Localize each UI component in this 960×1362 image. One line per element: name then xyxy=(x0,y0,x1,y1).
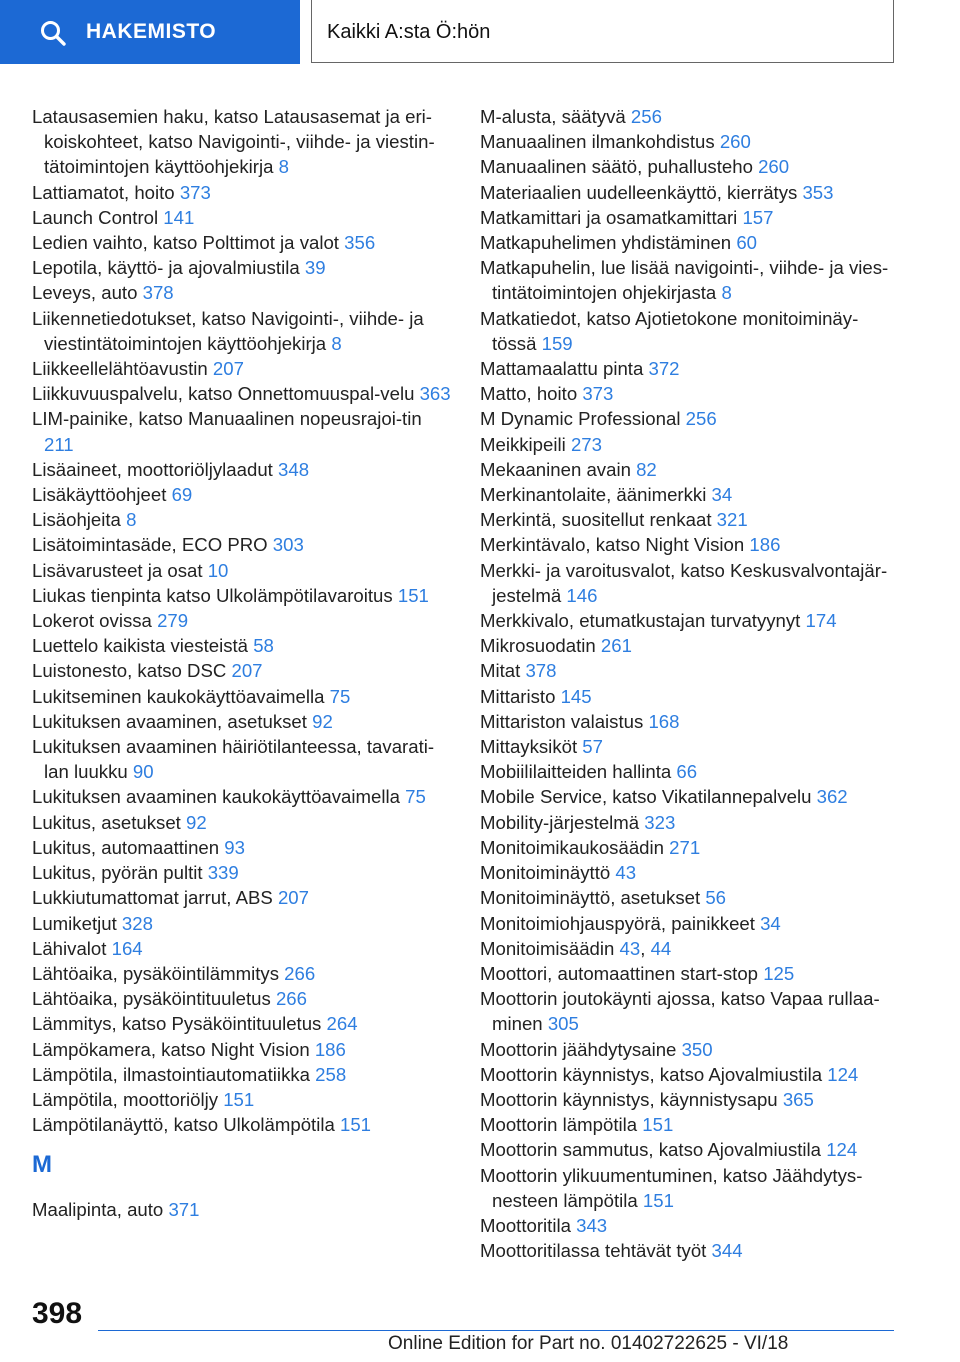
page-link[interactable]: 151 xyxy=(397,584,429,606)
index-entry xyxy=(32,1197,452,1222)
page-link[interactable]: 264 xyxy=(326,1013,358,1035)
index-entry xyxy=(480,104,900,129)
index-entry xyxy=(32,482,452,507)
page-link[interactable]: 378 xyxy=(142,282,174,304)
index-entry-text: Lisäaineet, moottoriöljylaadut xyxy=(32,458,273,480)
index-entry-text: Lähtöaika, pysäköintilämmitys xyxy=(32,962,279,984)
index-entry xyxy=(480,860,900,885)
index-entry-text: Mitat xyxy=(480,660,521,682)
index-list-left xyxy=(32,104,452,1137)
page-link[interactable]: 378 xyxy=(525,660,557,682)
page-link[interactable]: 303 xyxy=(272,534,304,556)
index-entry-text: Mittaristo xyxy=(480,685,556,707)
page-link[interactable]: 211 xyxy=(44,433,74,455)
index-entry xyxy=(480,255,900,305)
index-entry xyxy=(32,885,452,910)
index-column-left xyxy=(32,104,452,1223)
index-entry-text: Moottorin ylikuumentuminen, katso Jäähdytys‐nesteen lämpötila xyxy=(480,1164,863,1211)
index-entry xyxy=(480,356,900,381)
index-entry-text: M-alusta, säätyvä xyxy=(480,106,626,127)
search-icon xyxy=(40,20,66,46)
index-entry xyxy=(480,734,900,759)
index-entry xyxy=(480,558,900,608)
index-entry xyxy=(480,633,900,658)
index-entry-text: Lukituksen avaaminen, asetukset xyxy=(32,710,307,732)
page-link[interactable]: 124 xyxy=(827,1063,859,1085)
index-entry-text: Moottorin joutokäynti ajossa, katso Vapaa rullaa‐minen xyxy=(480,988,880,1035)
index-entry-text: Lisäkäyttöohjeet xyxy=(32,484,167,506)
index-entry-text: Ledien vaihto, katso Polttimot ja valot xyxy=(32,232,339,254)
index-entry xyxy=(32,255,452,280)
page-link[interactable]: 363 xyxy=(419,383,451,405)
page-link[interactable]: 43 xyxy=(615,862,637,884)
index-entry xyxy=(480,1062,900,1087)
index-entry xyxy=(32,684,452,709)
page-link[interactable]: 164 xyxy=(111,937,143,959)
page-link[interactable]: 186 xyxy=(314,1038,346,1060)
index-entry xyxy=(480,507,900,532)
index-entry xyxy=(32,911,452,936)
search-button-label: HAKEMISTO xyxy=(86,20,217,43)
index-entry-text: Liikkuvuuspalvelu, katso Onnettomuuspal‐velu xyxy=(32,383,415,405)
index-entry-text: Manuaalinen säätö, puhallusteho xyxy=(480,156,753,178)
page-link[interactable]: 186 xyxy=(749,534,781,556)
index-entry xyxy=(480,381,900,406)
index-entry-text: Launch Control xyxy=(32,206,159,228)
index-entry-text: LIM-painike, katso Manuaalinen nopeusrajoi‐tin xyxy=(32,408,422,430)
page-link[interactable]: 373 xyxy=(582,383,614,405)
index-entry-text: Moottorin käynnistys, käynnistysapu xyxy=(480,1088,778,1110)
index-entry xyxy=(480,1238,900,1263)
page-link[interactable]: 321 xyxy=(716,509,748,531)
page-link[interactable]: 82 xyxy=(636,458,657,480)
index-entry-text: Luettelo kaikista viesteistä xyxy=(32,635,249,657)
index-entry-text: Lämpökamera, katso Night Vision xyxy=(32,1038,310,1060)
index-entry xyxy=(32,457,452,482)
index-entry xyxy=(480,986,900,1036)
index-entry xyxy=(32,230,452,255)
page-link[interactable]: 8 xyxy=(721,282,732,304)
index-entry xyxy=(480,1137,900,1162)
index-entry xyxy=(32,205,452,230)
index-entry xyxy=(32,734,452,784)
index-entry xyxy=(480,759,900,784)
index-entry xyxy=(32,961,452,986)
index-entry-text: Lokerot ovissa xyxy=(32,610,152,632)
index-entry xyxy=(32,835,452,860)
page-link[interactable]: 371 xyxy=(168,1199,200,1221)
index-entry-text: Meikkipeili xyxy=(480,433,566,455)
index-entry-text: Mittayksiköt xyxy=(480,736,578,758)
index-entry-text: Lukitseminen kaukokäyttöavaimella xyxy=(32,685,325,707)
index-entry-text: Merkki- ja varoitusvalot, katso Keskusvalvontajär‐jestelmä xyxy=(480,559,888,606)
index-entry-text: Lukitus, asetukset xyxy=(32,811,181,833)
page-link[interactable]: 273 xyxy=(570,433,602,455)
index-entry-text: Lämpötila, ilmastointiautomatiikka xyxy=(32,1063,310,1085)
index-entry xyxy=(480,961,900,986)
page-link[interactable]: 261 xyxy=(600,635,632,657)
page-link[interactable]: 75 xyxy=(329,685,351,707)
index-entry xyxy=(32,356,452,381)
index-entry-text: Merkkivalo, etumatkustajan turvatyynyt xyxy=(480,610,801,632)
page-number: 398 xyxy=(32,1297,83,1330)
page-link[interactable]: 344 xyxy=(711,1240,743,1262)
index-entry xyxy=(480,911,900,936)
index-entry-text: Matto, hoito xyxy=(480,383,578,405)
index-entry xyxy=(32,936,452,961)
page-link[interactable]: 343 xyxy=(576,1214,608,1236)
index-entry xyxy=(480,129,900,154)
index-entry-text: Liikennetiedotukset, katso Navigointi-, viihde- ja viestintätoimintojen käyttöohjekirja xyxy=(32,307,424,354)
page-link[interactable]: 34 xyxy=(760,912,781,934)
index-entry-text: Lukituksen avaaminen kaukokäyttöavaimella xyxy=(32,786,400,808)
index-entry xyxy=(32,709,452,734)
index-entry-text: Latausasemien haku, katso Latausasemat ja eri‐koiskohteet, katso Navigointi-, viihde- ja viestin‐tätoimintojen käyttöohjekirja xyxy=(32,106,435,178)
index-entry-text: Monitoimisäädin xyxy=(480,937,615,959)
page-link[interactable]: 266 xyxy=(284,962,316,984)
index-entry-text: Maalipinta, auto xyxy=(32,1199,164,1221)
index-entry xyxy=(32,280,452,305)
page-link[interactable]: 124 xyxy=(826,1139,858,1161)
page-link[interactable]: 348 xyxy=(278,458,310,480)
index-entry-text: Lukitus, automaattinen xyxy=(32,836,220,858)
footer-divider xyxy=(98,1330,894,1331)
index-entry-text: Matkapuhelin, lue lisää navigointi-, viihde- ja vies‐tintätoimintojen ohjekirjasta xyxy=(480,257,889,304)
index-entry-text: Liikkeellelähtöavustin xyxy=(32,358,208,380)
index-entry xyxy=(32,381,452,406)
index-entry xyxy=(32,860,452,885)
index-entry-text: Lukitus, pyörän pultit xyxy=(32,862,203,884)
index-entry xyxy=(480,1213,900,1238)
page-link[interactable]: 8 xyxy=(331,332,342,354)
index-entry xyxy=(480,835,900,860)
page-link[interactable]: 8 xyxy=(126,509,137,531)
index-entry-text: Mikrosuodatin xyxy=(480,635,596,657)
index-entry-text: Lämpötilanäyttö, katso Ulkolämpötila xyxy=(32,1114,335,1136)
page-link[interactable]: 372 xyxy=(648,358,680,380)
index-entry xyxy=(480,457,900,482)
index-entry xyxy=(32,1037,452,1062)
page-link[interactable]: 256 xyxy=(685,408,717,430)
index-entry xyxy=(32,104,452,180)
page-link[interactable]: 44 xyxy=(650,937,672,959)
page-link[interactable]: 69 xyxy=(171,484,193,506)
index-entry-text: Mobility-järjestelmä xyxy=(480,811,640,833)
index-entry xyxy=(32,658,452,683)
page-link[interactable]: 362 xyxy=(816,786,848,808)
page-link[interactable]: 350 xyxy=(681,1038,713,1060)
page-link[interactable]: 125 xyxy=(763,962,795,984)
index-entry-text: Lukkiutumattomat jarrut, ABS xyxy=(32,887,273,909)
index-entry-text: Lepotila, käyttö- ja ajovalmiustila xyxy=(32,257,300,279)
index-entry-text: Merkinantolaite, äänimerkki xyxy=(480,484,707,506)
index-entry-text: Lukituksen avaaminen häiriötilanteessa, tavarati‐lan luukku xyxy=(32,736,435,783)
index-entry-text: Lisätoimintasäde, ECO PRO xyxy=(32,534,268,556)
index-entry-text: Liukas tienpinta katso Ulkolämpötilavaroitus xyxy=(32,584,393,606)
index-list-left-m xyxy=(32,1197,452,1222)
index-entry-text: Monitoiminäyttö xyxy=(480,862,611,884)
index-entry-text: Moottorin sammutus, katso Ajovalmiustila xyxy=(480,1139,822,1161)
index-list-right xyxy=(480,104,900,1263)
index-entry-text: Monitoimiohjauspyörä, painikkeet xyxy=(480,912,755,934)
index-entry xyxy=(32,1112,452,1137)
index-entry xyxy=(480,608,900,633)
index-entry-text: Mobile Service, katso Vikatilannepalvelu xyxy=(480,786,812,808)
page-link[interactable]: 141 xyxy=(163,206,195,228)
index-entry-text: Moottori, automaattinen start-stop xyxy=(480,962,759,984)
index-entry-text: Lämpötila, moottoriöljy xyxy=(32,1088,219,1110)
index-entry xyxy=(480,1037,900,1062)
index-entry xyxy=(480,406,900,431)
index-entry xyxy=(32,507,452,532)
page-link[interactable]: 157 xyxy=(742,206,774,228)
index-entry-text: Merkintävalo, katso Night Vision xyxy=(480,534,745,556)
page-link[interactable]: 43 xyxy=(619,937,641,959)
index-entry xyxy=(480,154,900,179)
index-entry xyxy=(32,784,452,809)
index-entry-text: Monitoiminäyttö, asetukset xyxy=(480,887,701,909)
index-entry xyxy=(32,558,452,583)
page-link[interactable]: 60 xyxy=(736,232,758,254)
page-link[interactable]: 256 xyxy=(630,106,662,127)
index-entry-text: Lattiamatot, hoito xyxy=(32,181,175,203)
index-entry-text: Lumiketjut xyxy=(32,912,117,934)
page-link[interactable]: 207 xyxy=(212,358,244,380)
index-entry xyxy=(480,810,900,835)
index-entry xyxy=(480,684,900,709)
page-link[interactable]: 168 xyxy=(648,710,680,732)
page-link[interactable]: 279 xyxy=(157,610,189,632)
page-link[interactable]: 151 xyxy=(642,1189,674,1211)
page-link[interactable]: 260 xyxy=(758,156,790,178)
index-entry xyxy=(480,885,900,910)
page-link[interactable]: 323 xyxy=(644,811,676,833)
page-link[interactable]: 92 xyxy=(312,710,333,732)
index-entry xyxy=(32,633,452,658)
index-entry-text: Moottoritila xyxy=(480,1214,571,1236)
page-link[interactable]: 356 xyxy=(344,232,376,254)
section-letter: M xyxy=(32,1151,52,1179)
index-entry xyxy=(480,230,900,255)
page-link[interactable]: 328 xyxy=(121,912,153,934)
index-entry xyxy=(32,306,452,356)
index-entry xyxy=(480,482,900,507)
page-link[interactable]: 174 xyxy=(805,610,837,632)
breadcrumb-label: Kaikki A:sta Ö:hön xyxy=(327,21,491,43)
index-entry xyxy=(480,1087,900,1112)
index-entry xyxy=(480,658,900,683)
index-entry-text: Lähivalot xyxy=(32,937,107,959)
page-link[interactable]: 58 xyxy=(253,635,274,657)
index-entry xyxy=(32,180,452,205)
index-entry-text: Moottoritilassa tehtävät työt xyxy=(480,1240,707,1262)
page-link[interactable]: 146 xyxy=(566,584,598,606)
search-button[interactable] xyxy=(0,0,300,64)
index-entry-text: Materiaalien uudelleenkäyttö, kierrätys xyxy=(480,181,798,203)
index-entry-text: Matkamittari ja osamatkamittari xyxy=(480,206,738,228)
page-link[interactable]: 266 xyxy=(275,988,307,1010)
index-entry xyxy=(32,1087,452,1112)
page-link[interactable]: 151 xyxy=(340,1114,372,1136)
index-entry xyxy=(32,406,452,456)
index-entry-text: Mobiililaitteiden hallinta xyxy=(480,761,672,783)
index-entry xyxy=(480,180,900,205)
index-entry xyxy=(480,432,900,457)
index-entry-text: Moottorin käynnistys, katso Ajovalmiustila xyxy=(480,1063,823,1085)
index-entry-text: M Dynamic Professional xyxy=(480,408,681,430)
index-entry-text: Luistonesto, katso DSC xyxy=(32,660,227,682)
page-link[interactable]: 373 xyxy=(179,181,211,203)
index-entry-text: Merkintä, suositellut renkaat xyxy=(480,509,712,531)
index-entry-text: Matkapuhelimen yhdistäminen xyxy=(480,232,732,254)
index-entry xyxy=(480,532,900,557)
index-entry xyxy=(32,583,452,608)
page-link[interactable]: 39 xyxy=(304,257,326,279)
index-entry-text: Mittariston valaistus xyxy=(480,710,644,732)
page-link[interactable]: 90 xyxy=(132,761,154,783)
page-link[interactable]: 159 xyxy=(541,332,573,354)
index-entry xyxy=(32,1011,452,1036)
index-entry-text: Moottorin jäähdytysaine xyxy=(480,1038,677,1060)
index-entry-text: Manuaalinen ilmankohdistus xyxy=(480,131,715,153)
page-link[interactable]: 151 xyxy=(223,1088,255,1110)
page-link[interactable]: 57 xyxy=(582,736,603,758)
page-link[interactable]: 339 xyxy=(207,862,239,884)
breadcrumb[interactable] xyxy=(311,0,894,63)
index-entry xyxy=(32,532,452,557)
page-link[interactable]: 207 xyxy=(277,887,309,909)
page-link[interactable]: 10 xyxy=(207,559,229,581)
index-entry-text: Mekaaninen avain xyxy=(480,458,631,480)
footer-edition: Online Edition for Part no. 01402722625 - VI/18 xyxy=(388,1333,789,1354)
page-link[interactable]: 34 xyxy=(711,484,733,506)
page-link[interactable]: 66 xyxy=(676,761,698,783)
page-link[interactable]: 75 xyxy=(405,786,426,808)
page-link[interactable]: 365 xyxy=(782,1088,814,1110)
index-entry xyxy=(480,1163,900,1213)
index-entry xyxy=(32,986,452,1011)
index-entry xyxy=(480,306,900,356)
page-link[interactable]: 151 xyxy=(642,1114,674,1136)
index-entry xyxy=(32,1062,452,1087)
page-link[interactable]: 258 xyxy=(315,1063,347,1085)
index-entry-text: Leveys, auto xyxy=(32,282,138,304)
index-entry xyxy=(32,810,452,835)
index-column-right xyxy=(480,104,900,1263)
page-link[interactable]: 145 xyxy=(560,685,592,707)
index-entry xyxy=(480,784,900,809)
page-link[interactable]: 92 xyxy=(186,811,207,833)
page-link[interactable]: 56 xyxy=(705,887,726,909)
page-link[interactable]: 207 xyxy=(231,660,263,682)
index-entry xyxy=(480,1112,900,1137)
page-link[interactable]: 305 xyxy=(547,1013,579,1035)
page-link[interactable]: 93 xyxy=(224,836,245,858)
index-entry-text: Monitoimikaukosäädin xyxy=(480,836,664,858)
index-entry-text: Lisävarusteet ja osat xyxy=(32,559,203,581)
index-entry-text: Moottorin lämpötila xyxy=(480,1114,638,1136)
page-link[interactable]: 8 xyxy=(278,156,289,178)
page-link[interactable]: 271 xyxy=(669,836,701,858)
index-entry-text: Lisäohjeita xyxy=(32,509,121,531)
page-link[interactable]: 260 xyxy=(719,131,751,153)
index-entry-text: Lämmitys, katso Pysäköintituuletus xyxy=(32,1013,322,1035)
page-link[interactable]: 353 xyxy=(802,181,834,203)
index-entry xyxy=(480,709,900,734)
index-entry-text: Mattamaalattu pinta xyxy=(480,358,644,380)
header xyxy=(0,0,960,66)
index-entry xyxy=(32,608,452,633)
index-entry: Monitoimisäädin 43, 44 xyxy=(480,937,672,959)
index-entry xyxy=(480,205,900,230)
index-entry-text: Matkatiedot, katso Ajotietokone monitoiminäy‐tössä xyxy=(480,307,859,354)
index-entry-text: Lähtöaika, pysäköintituuletus xyxy=(32,988,271,1010)
